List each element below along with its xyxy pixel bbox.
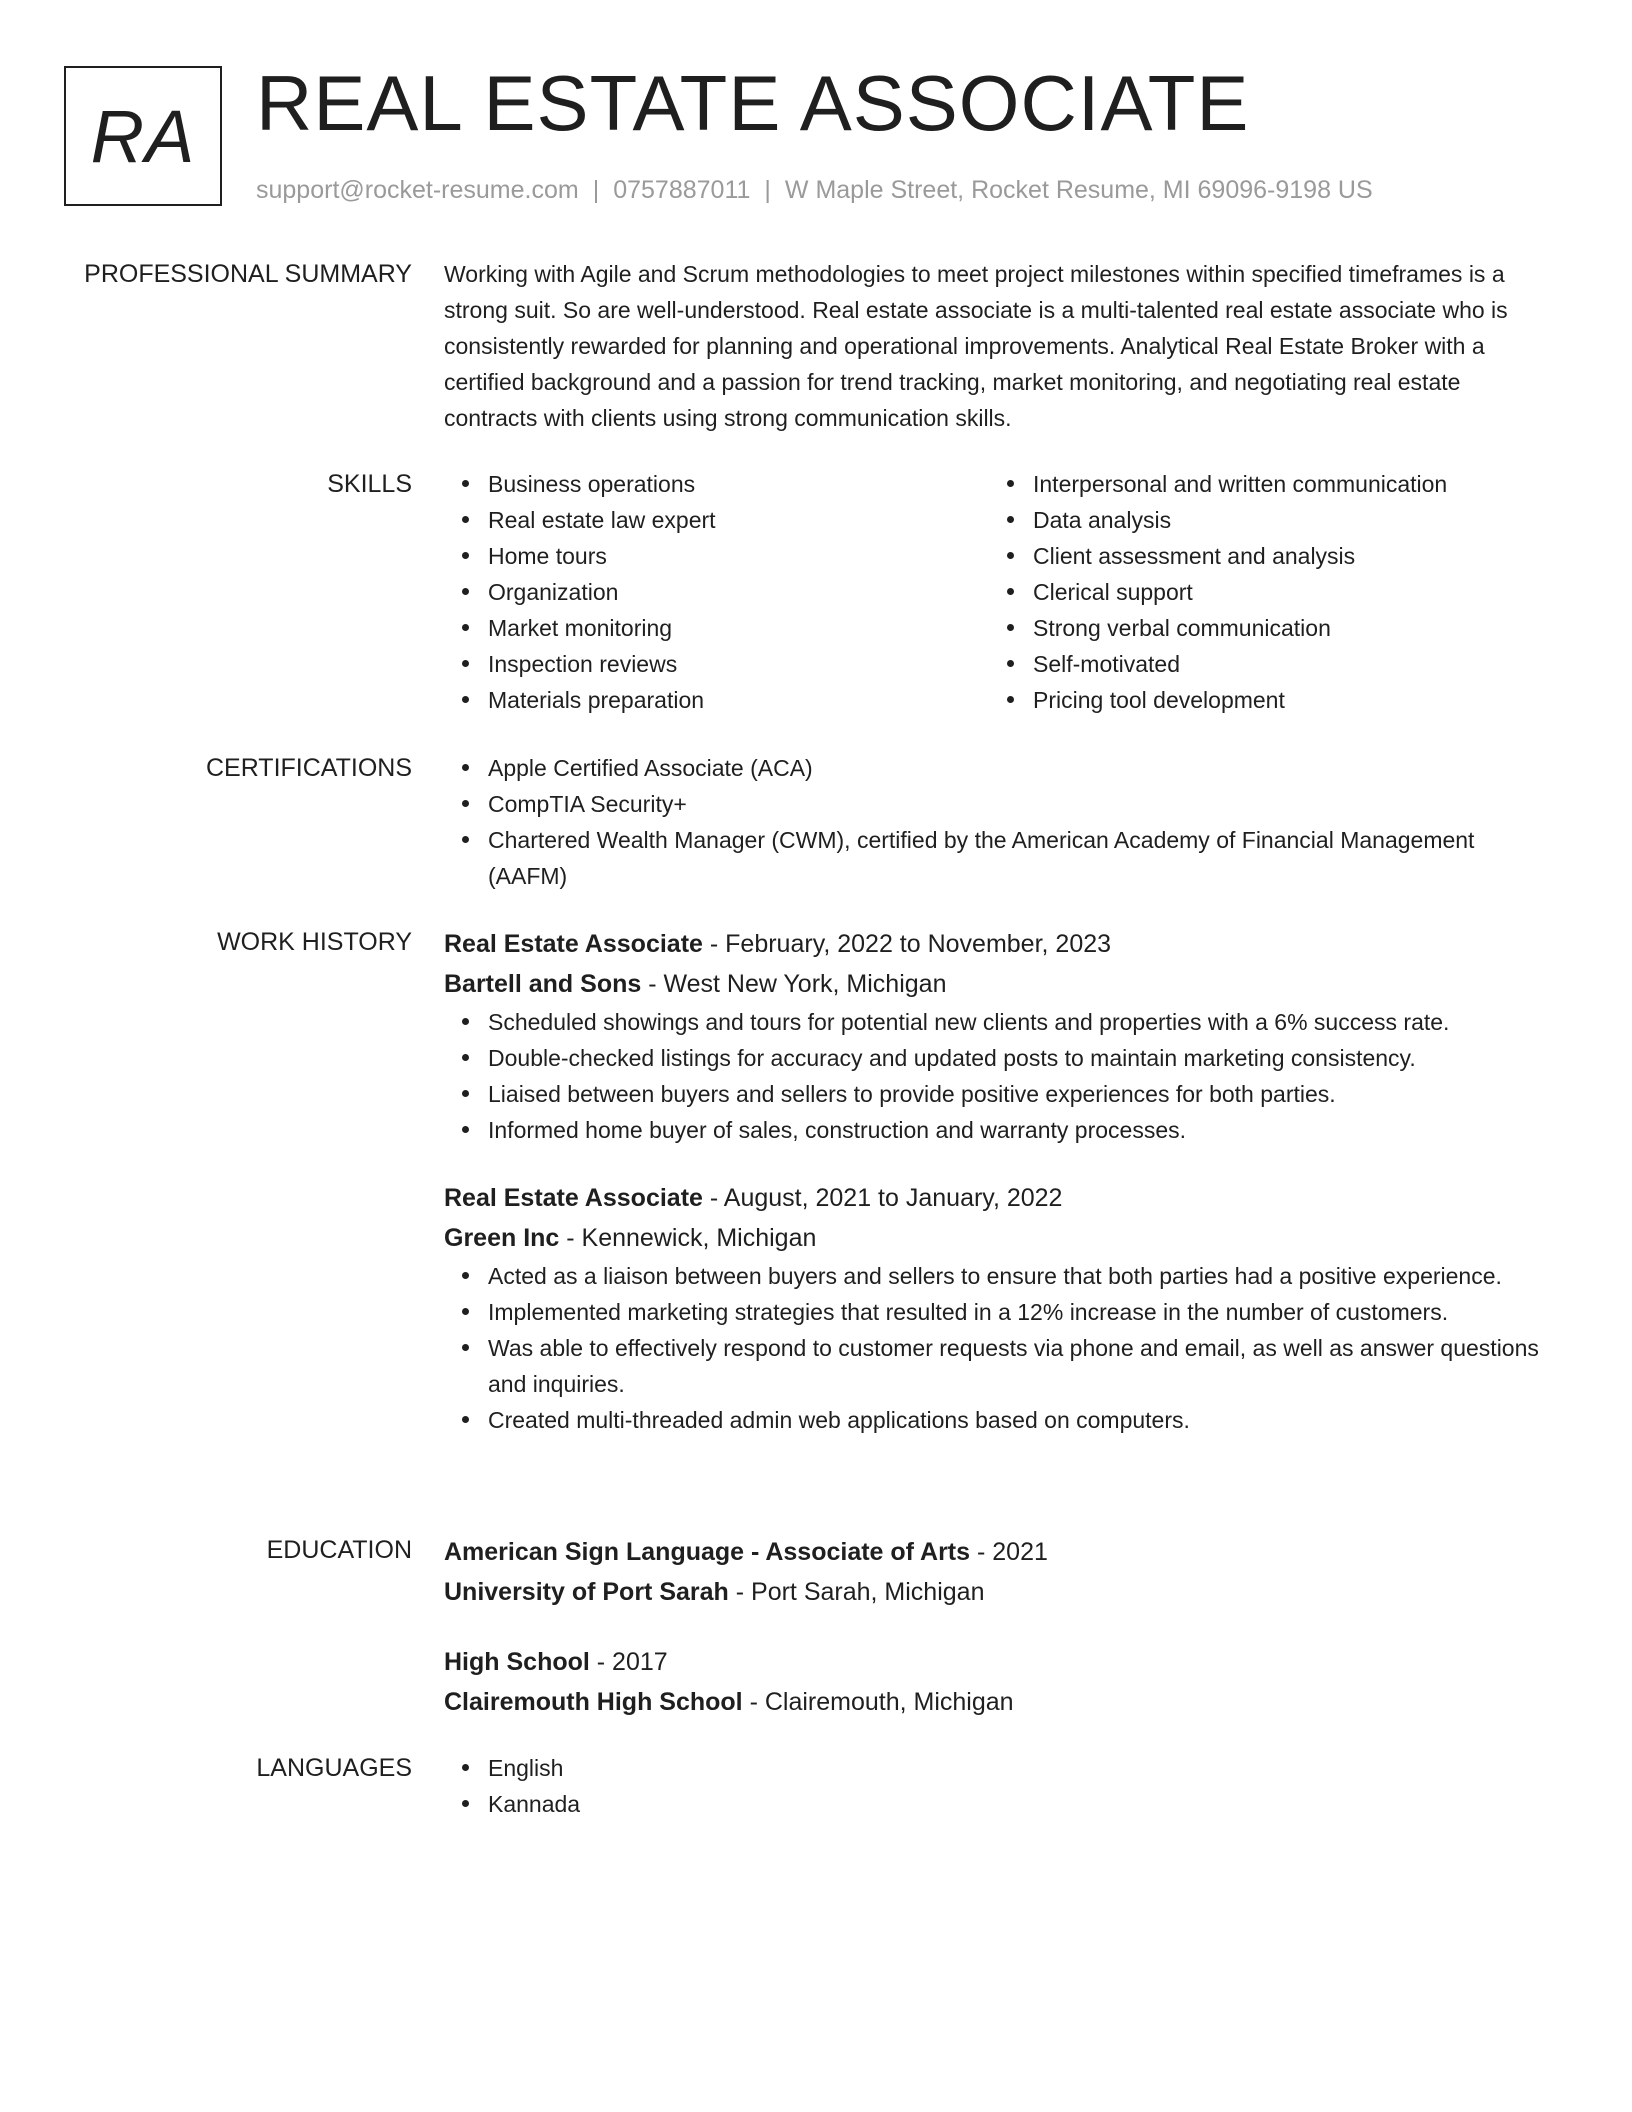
list-item: Apple Certified Associate (ACA) [444, 750, 1560, 786]
list-item: Pricing tool development [989, 682, 1534, 718]
list-item: Clerical support [989, 574, 1534, 610]
education-school-line [444, 1572, 1560, 1612]
list-item: Informed home buyer of sales, construction and warranty processes. [444, 1112, 1560, 1148]
list-item: Client assessment and analysis [989, 538, 1534, 574]
list-item: Home tours [444, 538, 989, 574]
list-item: Interpersonal and written communication [989, 466, 1534, 502]
certifications-body [444, 750, 1560, 894]
contact-separator: | [592, 176, 600, 204]
list-item: Scheduled showings and tours for potential new clients and properties with a 6% success rate. [444, 1004, 1560, 1040]
list-item: English [444, 1750, 1560, 1786]
job-company-line [444, 1218, 1560, 1258]
list-item: Data analysis [989, 502, 1534, 538]
list-item: Strong verbal communication [989, 610, 1534, 646]
list-item: Created multi-threaded admin web applications based on computers. [444, 1402, 1560, 1438]
list-item: Materials preparation [444, 682, 989, 718]
education-degree: High School [444, 1648, 590, 1676]
resume-title: REAL ESTATE ASSOCIATE [256, 59, 1250, 147]
job-entry [444, 924, 1560, 1148]
languages-list [444, 1750, 1560, 1822]
section-title-skills: SKILLS [327, 470, 412, 498]
contact-separator: | [764, 176, 771, 204]
contact-email[interactable]: support@rocket-resume.com [256, 176, 579, 204]
contact-phone[interactable]: 0757887011 [613, 176, 751, 204]
list-item: Liaised between buyers and sellers to provide positive experiences for both parties. [444, 1076, 1560, 1112]
education-degree-line [444, 1642, 1560, 1682]
list-item: Kannada [444, 1786, 1560, 1822]
skills-body [444, 466, 1560, 718]
list-item: Double-checked listings for accuracy and updated posts to maintain marketing consistency. [444, 1040, 1560, 1076]
list-item: Implemented marketing strategies that resulted in a 12% increase in the number of customers. [444, 1294, 1560, 1330]
section-title-summary: PROFESSIONAL SUMMARY [84, 260, 412, 288]
job-title-line [444, 924, 1560, 964]
list-item: Acted as a liaison between buyers and sellers to ensure that both parties had a positive experience. [444, 1258, 1560, 1294]
languages-body [444, 1750, 1560, 1822]
work-history-body [444, 924, 1560, 1438]
job-role: Real Estate Associate [444, 930, 703, 958]
education-year: - 2021 [970, 1538, 1048, 1566]
education-location: - Port Sarah, Michigan [728, 1578, 985, 1606]
monogram-logo: RA [64, 66, 222, 206]
list-item: CompTIA Security+ [444, 786, 1560, 822]
job-dates: - February, 2022 to November, 2023 [702, 930, 1112, 958]
education-entry [444, 1642, 1560, 1722]
education-degree: American Sign Language - Associate of Arts [444, 1538, 971, 1566]
contact-line [256, 174, 1373, 206]
job-company: Green Inc [444, 1224, 560, 1252]
list-item: Organization [444, 574, 989, 610]
section-title-education: EDUCATION [266, 1536, 412, 1564]
skills-list-right [989, 466, 1534, 718]
summary-text: Working with Agile and Scrum methodologies to meet project milestones within specified timeframes is a strong suit. So are well-understood. Real estate associate is a multi-talented real estate associate who is consistently rewarded for planning and operational improvements. Analytical Real Estate Broker with a certified background and a passion for trend tracking, market monitoring, and negotiating real estate contracts with clients using strong communication skills. [444, 261, 1508, 431]
education-location: - Clairemouth, Michigan [742, 1688, 1014, 1716]
list-item: Self-motivated [989, 646, 1534, 682]
job-bullet-list [444, 1004, 1560, 1148]
education-school-line [444, 1682, 1560, 1722]
education-school: University of Port Sarah [444, 1578, 729, 1606]
section-title-work-history: WORK HISTORY [217, 928, 412, 956]
list-item: Inspection reviews [444, 646, 989, 682]
contact-address: W Maple Street, Rocket Resume, MI 69096-9198 US [784, 176, 1373, 204]
job-role: Real Estate Associate [444, 1184, 703, 1212]
job-company-line [444, 964, 1560, 1004]
education-year: - 2017 [589, 1648, 668, 1676]
job-dates: - August, 2021 to January, 2022 [702, 1184, 1063, 1212]
job-entry [444, 1178, 1560, 1438]
certifications-list [444, 750, 1560, 894]
education-entry [444, 1532, 1560, 1612]
job-bullet-list [444, 1258, 1560, 1438]
summary-body [444, 256, 1560, 436]
list-item: Business operations [444, 466, 989, 502]
job-location: - West New York, Michigan [641, 970, 947, 998]
education-body [444, 1532, 1560, 1722]
skills-grid [444, 466, 1560, 718]
job-location: - Kennewick, Michigan [559, 1224, 817, 1252]
section-title-languages: LANGUAGES [256, 1754, 412, 1782]
education-degree-line [444, 1532, 1560, 1572]
list-item: Real estate law expert [444, 502, 989, 538]
section-title-certifications: CERTIFICATIONS [205, 754, 412, 782]
list-item: Chartered Wealth Manager (CWM), certified by the American Academy of Financial Management (AAFM) [444, 822, 1560, 894]
list-item: Market monitoring [444, 610, 989, 646]
list-item: Was able to effectively respond to customer requests via phone and email, as well as answer questions and inquiries. [444, 1330, 1560, 1402]
job-title-line [444, 1178, 1560, 1218]
education-school: Clairemouth High School [444, 1688, 743, 1716]
job-company: Bartell and Sons [444, 970, 642, 998]
skills-list-left [444, 466, 989, 718]
